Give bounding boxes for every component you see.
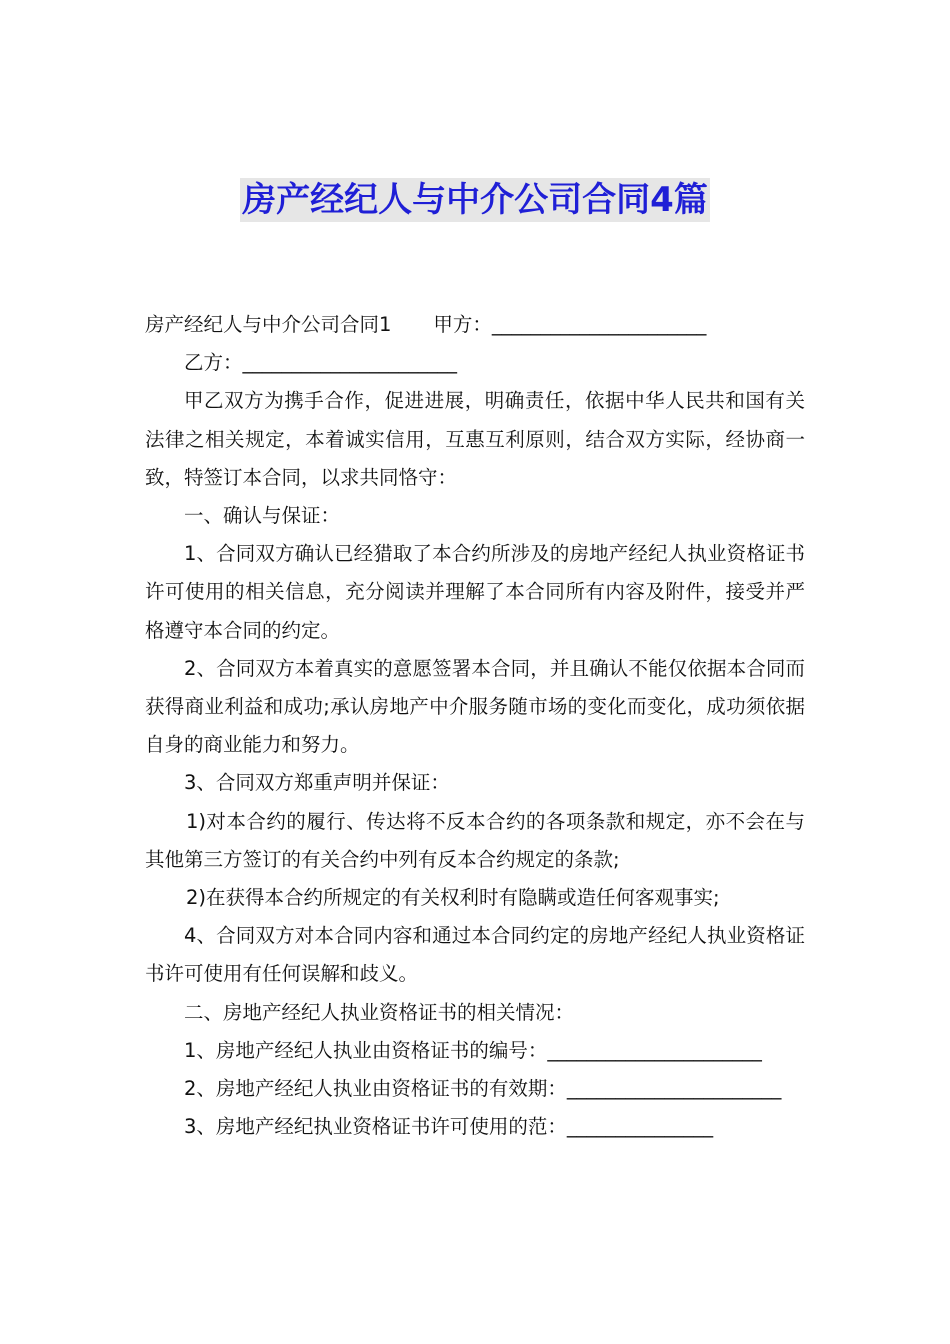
document-body — [145, 306, 805, 1146]
section-heading: 二、房地产经纪人执业资格证书的相关情况： — [184, 1000, 575, 1024]
clause-paragraph: 1、合同双方确认已经猎取了本合约所涉及的房地产经纪人执业资格证书许可使用的相关信息，充分阅读并理解了本合同所有内容及附件，接受并严格遵守本合同的约定。 — [145, 542, 805, 642]
contract-heading-line — [145, 306, 805, 344]
clause-paragraph: 2、合同双方本着真实的意愿签署本合同，并且确认不能仅依据本合同而获得商业利益和成功;承认房地产中介服务随市场的变化而变化，成功须依据自身的商业能力和努力。 — [145, 656, 805, 757]
section-heading: 一、确认与保证： — [184, 504, 341, 528]
party-a-line: 甲方：______________________ — [433, 313, 707, 336]
blank-field-line: 1、房地产经纪人执业由资格证书的编号：______________________ — [184, 1038, 762, 1062]
clause-paragraph: 4、合同双方对本合同内容和通过本合同约定的房地产经纪人执业资格证书许可使用有任何误解和歧义。 — [145, 924, 805, 986]
blank-field-line: 3、房地产经纪执业资格证书许可使用的范：_______________ — [184, 1115, 714, 1139]
page-title-container — [0, 178, 950, 222]
clause-paragraph: 3、合同双方郑重声明并保证： — [184, 771, 450, 795]
contract-name: 房产经纪人与中介公司合同1 — [145, 313, 392, 336]
blank-field-line: 2、房地产经纪人执业由资格证书的有效期：______________________ — [184, 1077, 782, 1101]
preamble-paragraph: 甲乙双方为携手合作，促进进展，明确责任，依据中华人民共和国有关法律之相关规定，本着诚实信用，互惠互利原则，结合双方实际，经协商一致，特签订本合同，以求共同恪守： — [145, 389, 805, 489]
sub-clause-paragraph: 1)对本合约的履行、传达将不反本合约的各项条款和规定，亦不会在与其他第三方签订的有关合约中列有反本合约规定的条款; — [145, 809, 805, 871]
sub-clause-paragraph: 2)在获得本合约所规定的有关权利时有隐瞒或造任何客观事实; — [185, 886, 720, 910]
party-b-line: 乙方：______________________ — [184, 351, 458, 375]
page-title: 房产经纪人与中介公司合同4篇 — [242, 180, 708, 220]
